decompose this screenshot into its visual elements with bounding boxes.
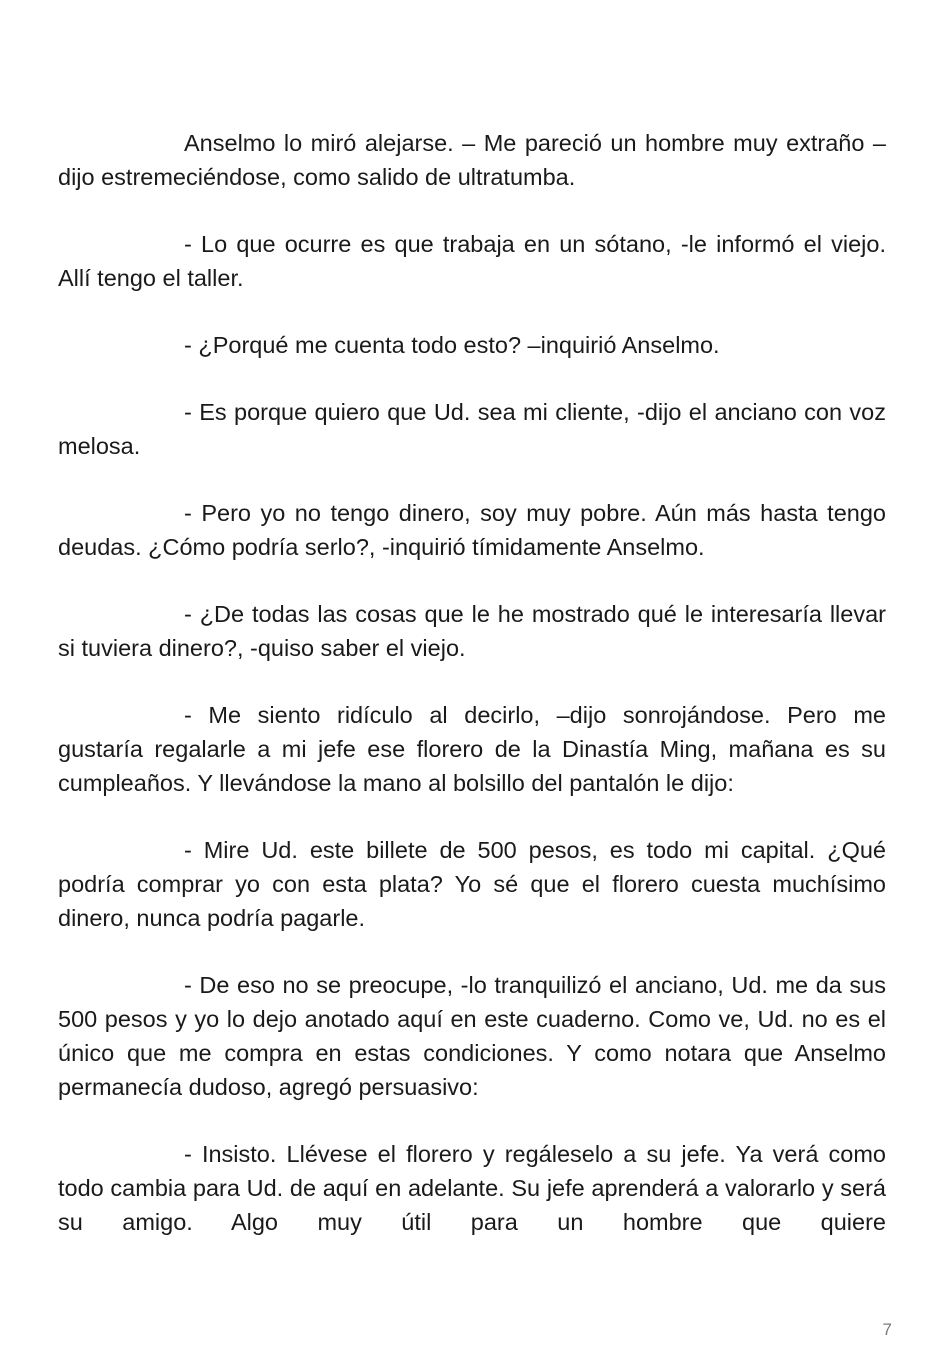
paragraph: - Pero yo no tengo dinero, soy muy pobre. Aún más hasta tengo deudas. ¿Cómo podría serlo?, -inquirió tímidamente Anselmo. <box>58 500 886 560</box>
paragraph: - De eso no se preocupe, -lo tranquilizó el anciano, Ud. me da sus 500 pesos y yo lo dejo anotado aquí en este cuaderno. Como ve, Ud. no es el único que me compra en estas condiciones. Y como notara que Anselmo permanecía dudoso, agregó persuasivo: <box>58 972 886 1100</box>
body-text <box>58 126 886 1272</box>
paragraph: - Mire Ud. este billete de 500 pesos, es todo mi capital. ¿Qué podría comprar yo con esta plata? Yo sé que el florero cuesta muchísimo dinero, nunca podría pagarle. <box>58 837 886 931</box>
page-number: 7 <box>882 1320 892 1339</box>
paragraph: - Lo que ocurre es que trabaja en un sótano, -le informó el viejo. Allí tengo el taller. <box>58 231 886 291</box>
paragraph: Anselmo lo miró alejarse. – Me pareció un hombre muy extraño –dijo estremeciéndose, como salido de ultratumba. <box>58 130 886 190</box>
paragraph: - ¿De todas las cosas que le he mostrado qué le interesaría llevar si tuviera dinero?, -quiso saber el viejo. <box>58 601 886 661</box>
paragraph: - Insisto. Llévese el florero y regáleselo a su jefe. Ya verá como todo cambia para Ud. de aquí en adelante. Su jefe aprenderá a valorarlo y será su amigo. Algo muy útil para un hombre que quiere <box>58 1141 886 1235</box>
paragraph: - Es porque quiero que Ud. sea mi cliente, -dijo el anciano con voz melosa. <box>58 399 886 459</box>
paragraph: - Me siento ridículo al decirlo, –dijo sonrojándose. Pero me gustaría regalarle a mi jefe ese florero de la Dinastía Ming, mañana es su cumpleaños. Y llevándose la mano al bolsillo del pantalón le dijo: <box>58 702 886 796</box>
paragraph: - ¿Porqué me cuenta todo esto? –inquirió Anselmo. <box>184 332 720 358</box>
